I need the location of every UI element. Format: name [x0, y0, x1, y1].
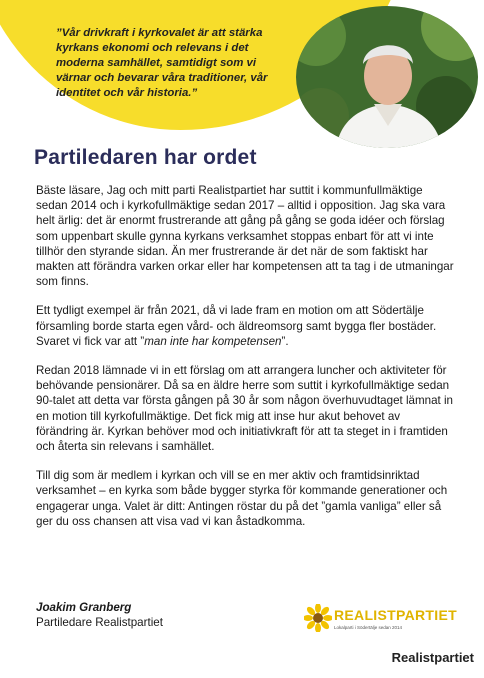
- footer-party-name: Realistpartiet: [391, 650, 474, 665]
- logo-tagline: Lokalparti i Södertälje sedan 2014: [334, 625, 403, 630]
- signature-name: Joakim Granberg: [36, 601, 132, 614]
- party-logo: [304, 604, 457, 636]
- signature: [36, 600, 163, 630]
- portrait-photo: [296, 6, 478, 148]
- article-body: [36, 183, 454, 543]
- logo-brand: REALISTPARTIET: [334, 607, 457, 623]
- paragraph: Bäste läsare, Jag och mitt parti Realistpartiet har suttit i kommunfullmäktige sedan 2014 och i kyrkofullmäktige sedan 2017 – alltid i opposition. Jag ska vara helt ärlig: det är enormt frustrerande att gång på gång se goda idéer och förslag som uppenbart skulle gynna kyrkans verksamhet stoppas enbart för att vi inte tillhör den styrande sidan. Än mer frustrerande är det när de som faktiskt har makten att förändra varken orkar eller har kompetensen att ta tag i de utmaningar som finns.: [36, 184, 454, 289]
- quoted-answer: man inte har kompetensen: [144, 334, 282, 348]
- paragraph: [36, 303, 454, 349]
- sunflower-icon: [304, 604, 332, 632]
- signature-role: Partiledare Realistpartiet: [36, 616, 163, 630]
- paragraph: Till dig som är medlem i kyrkan och vill se en mer aktiv och framtidsinriktad verksamhet – en kyrka som både bygger styrka för kommande generationer och engagerar unga. Valet är ditt: Antingen röstar du på det ”gamla vanliga” eller så ger du oss chansen att visa vad vi kan åstadkomma.: [36, 469, 448, 528]
- paragraph: Redan 2018 lämnade vi in ett förslag om att arrangera luncher och aktiviteter för behövande pensionärer. Då sa en äldre herre som suttit i kyrkofullmäktige sedan 90-talet att detta var första gången på 30 år som någon överhuvudtaget lämnat in en motion till kyrkofullmäktige. Det fick mig att inse hur akut behovet av förändring är. Kyrkan behöver mod och initiativkraft för att ta steget in i framtiden och återta sin relevans i samhället.: [36, 364, 454, 454]
- paragraph-end: ”.: [281, 334, 289, 348]
- paragraph-text: Ett tydligt exempel är från 2021, då vi lade fram en motion om att Södertälje församling borde starta egen vård- och äldreomsorg samt bygga fler bostäder. Svaret vi fick var att ”: [36, 304, 437, 348]
- page-title: Partiledaren har ordet: [34, 146, 257, 169]
- pull-quote: ”Vår drivkraft i kyrkovalet är att stärka kyrkans ekonomi och relevans i det moderna samhället, samtidigt som vi värnar och bevarar våra traditioner, vår identitet och vår historia.”: [56, 27, 268, 99]
